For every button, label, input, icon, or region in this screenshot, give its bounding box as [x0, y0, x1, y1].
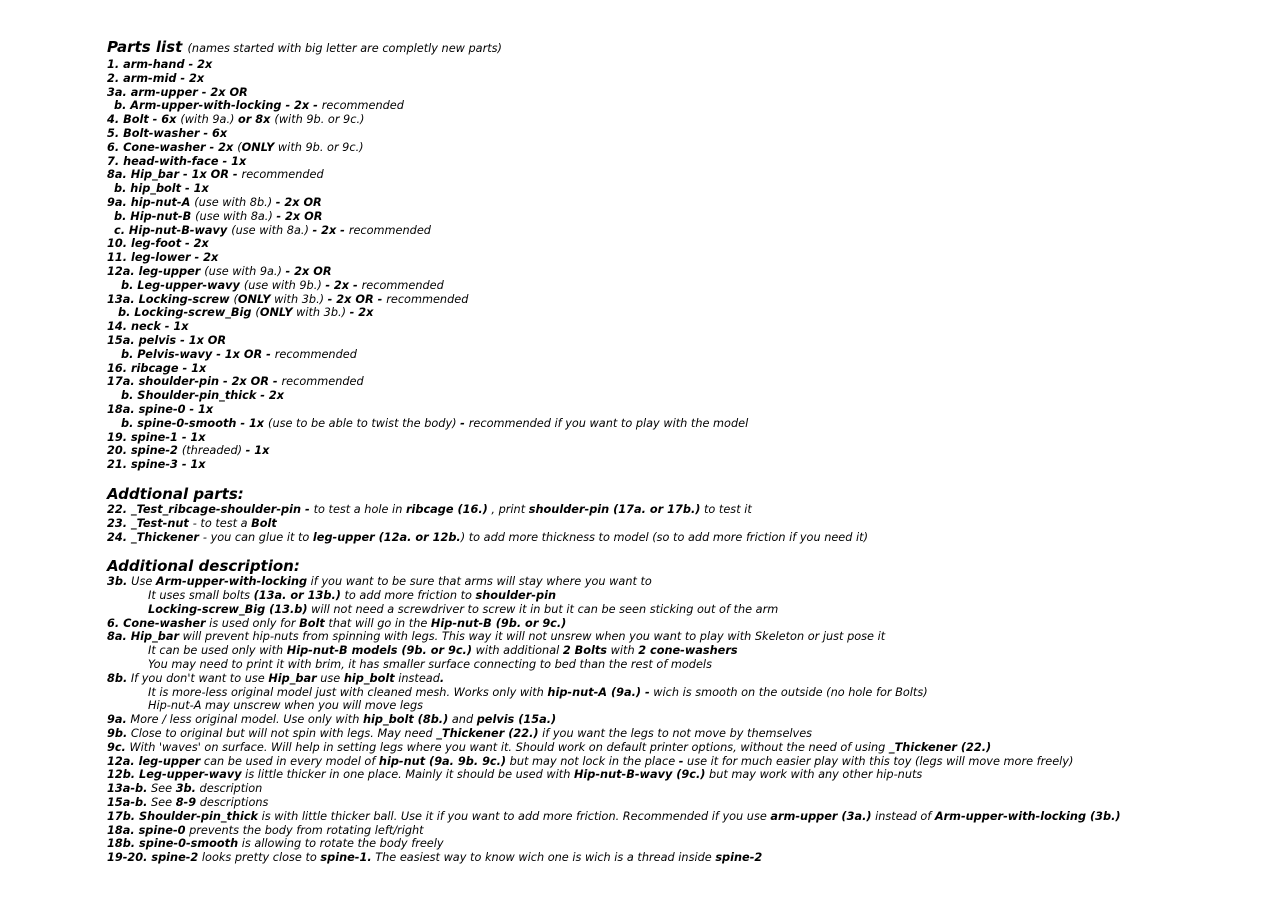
parts-list-item: [107, 210, 1267, 224]
additional-parts-list: [107, 503, 1267, 544]
text: wich is smooth on the outside (no hole for Bolts): [649, 685, 928, 699]
parts-list-item: [107, 348, 1267, 362]
bold-text: shoulder-pin: [475, 589, 556, 603]
text: that will go in the: [324, 616, 431, 630]
bold-text: 7. head-with-face - 1x: [107, 154, 247, 168]
bold-text: c. Hip-nut-B-wavy: [114, 223, 232, 237]
text: (use with 8a.): [195, 209, 277, 223]
bold-text: b. Shoulder-pin_thick - 2x: [121, 389, 285, 403]
bold-text: - 2x OR: [276, 209, 323, 223]
bold-text: hip-nut (9a. 9b. 9c.): [378, 754, 507, 768]
text: (use with 8a.): [231, 223, 313, 237]
text: recommended: [361, 278, 444, 292]
description-line: [107, 824, 1267, 838]
bold-text: 22. _Test_ribcage-shoulder-pin -: [107, 502, 314, 516]
text: with additional: [472, 644, 563, 658]
description-line: [107, 741, 1267, 755]
bold-text: 4. Bolt - 6x: [107, 113, 181, 127]
bold-text: 2 Bolts: [562, 644, 608, 658]
bold-text: .: [439, 671, 445, 685]
description-line: [107, 699, 1267, 713]
additional-description-list: [107, 575, 1267, 865]
bold-text: -: [678, 754, 684, 768]
bold-text: hip-nut-A (9a.) -: [547, 685, 650, 699]
text: is with little thicker ball. Use it if you want to add more friction. Recommended if you use: [258, 809, 771, 823]
text: to test a hole in: [313, 502, 406, 516]
bold-text: 9a. hip-nut-A: [107, 195, 195, 209]
description-line: [107, 672, 1267, 686]
bold-text: 6. Cone-washer - 2x: [107, 140, 238, 154]
text: (use with 9a.): [204, 264, 286, 278]
bold-text: 17b. Shoulder-pin_thick: [107, 809, 259, 823]
description-line: [107, 755, 1267, 769]
text: looks pretty close to: [198, 851, 321, 865]
text: descriptions: [196, 796, 269, 810]
text: but may not lock in the place: [506, 754, 679, 768]
bold-text: 13a. Locking-screw: [107, 292, 234, 306]
bold-text: b. hip_bolt - 1x: [114, 182, 209, 196]
bold-text: pelvis (15a.): [476, 713, 557, 727]
description-line: [107, 686, 1267, 700]
text: recommended: [281, 375, 364, 389]
text: will prevent hip-nuts from spinning with legs. This way it will not unsrew when you want to play with Skeleton or just pose it: [179, 630, 886, 644]
text: It can be used only with: [148, 644, 287, 658]
text: - you can glue it to: [202, 530, 313, 544]
bold-text: 16. ribcage - 1x: [107, 361, 207, 375]
bold-text: Hip_bar: [268, 671, 317, 685]
bold-text: or 8x: [238, 113, 275, 127]
parts-list-item: [107, 334, 1267, 348]
bold-text: 10. leg-foot - 2x: [107, 237, 209, 251]
text: See: [147, 782, 176, 796]
parts-list-item: [107, 224, 1267, 238]
text: if you want the legs to not move by themselves: [538, 727, 813, 741]
text: description: [195, 782, 263, 796]
bold-text: 15a-b.: [107, 796, 148, 810]
text: You may need to print it with brim, it has smaller surface connecting to bed than the rest of models: [148, 658, 712, 672]
parts-list-item: [107, 237, 1267, 251]
additional-description-title: Additional description:: [107, 557, 300, 576]
additional-part-item: [107, 503, 1267, 517]
parts-list-item: [107, 251, 1267, 265]
bold-text: 9a.: [107, 713, 127, 727]
text: See: [147, 796, 176, 810]
bold-text: Bolt: [299, 616, 325, 630]
parts-list-item: [107, 196, 1267, 210]
text: (use with 8b.): [194, 195, 276, 209]
bold-text: 8a. Hip_bar: [107, 630, 180, 644]
bold-text: leg-upper (12a. or 12b.: [312, 530, 461, 544]
description-line: [107, 810, 1267, 824]
bold-text: ONLY: [237, 292, 271, 306]
bold-text: ONLY: [259, 306, 293, 320]
bold-text: Hip-nut-B-wavy (9c.): [573, 768, 706, 782]
bold-text: Bolt: [251, 516, 277, 530]
text: The easiest way to know wich one is wich is a thread inside: [371, 851, 716, 865]
bold-text: Hip-nut-B (9b. or 9c.): [430, 616, 567, 630]
bold-text: arm-upper (3a.): [770, 809, 872, 823]
text: instead of: [871, 809, 935, 823]
text: instead: [394, 671, 440, 685]
bold-text: - 1x: [245, 444, 270, 458]
additional-part-item: [107, 517, 1267, 531]
bold-text: 19. spine-1 - 1x: [107, 430, 206, 444]
parts-list-item: [107, 86, 1267, 100]
description-line: [107, 768, 1267, 782]
bold-text: b. spine-0-smooth - 1x: [121, 416, 269, 430]
text: if you want to be sure that arms will stay where you want to: [307, 575, 652, 589]
parts-list-item: [107, 113, 1267, 127]
text: recommended if you want to play with the model: [468, 416, 749, 430]
bold-text: - 2x -: [325, 278, 362, 292]
bold-text: spine-2: [715, 851, 763, 865]
text: to test it: [700, 502, 752, 516]
description-line: [107, 603, 1267, 617]
text: (: [255, 306, 260, 320]
bold-text: 23. _Test-nut: [107, 516, 193, 530]
bold-text: 12a. leg-upper: [107, 754, 201, 768]
description-line: [107, 727, 1267, 741]
text: It uses small bolts: [148, 589, 254, 603]
bold-text: Hip-nut-B models (9b. or 9c.): [286, 644, 473, 658]
bold-text: 12a. leg-upper: [107, 264, 205, 278]
parts-list-item: [107, 293, 1267, 307]
text: , print: [487, 502, 529, 516]
bold-text: 11. leg-lower - 2x: [107, 251, 219, 265]
bold-text: - 2x OR -: [327, 292, 387, 306]
bold-text: Arm-upper-with-locking: [155, 575, 308, 589]
description-line: [107, 837, 1267, 851]
bold-text: hip_bolt (8b.): [362, 713, 449, 727]
bold-text: - 2x -: [312, 223, 349, 237]
parts-list-item: [107, 72, 1267, 86]
bold-text: spine-1.: [320, 851, 372, 865]
text: (threaded): [181, 444, 246, 458]
parts-list-item: [107, 155, 1267, 169]
text: (: [237, 140, 242, 154]
bold-text: 18a. spine-0: [107, 823, 186, 837]
parts-list-item: [107, 58, 1267, 72]
parts-list-item: [107, 99, 1267, 113]
text: If you don't want to use: [127, 671, 269, 685]
bold-text: 3b.: [175, 782, 196, 796]
text: to add more friction to: [340, 589, 476, 603]
parts-list-item: [107, 306, 1267, 320]
bold-text: b. Arm-upper-with-locking - 2x -: [114, 99, 322, 113]
parts-list-heading: [107, 38, 1267, 58]
bold-text: 1. arm-hand - 2x: [107, 58, 213, 71]
bold-text: hip_bolt: [343, 671, 395, 685]
description-line: [107, 575, 1267, 589]
bold-text: 9b.: [107, 727, 128, 741]
bold-text: b. Pelvis-wavy - 1x OR -: [121, 347, 275, 361]
bold-text: shoulder-pin (17a. or 17b.): [528, 502, 701, 516]
text: (with 9a.): [180, 113, 239, 127]
parts-list-item: [107, 403, 1267, 417]
bold-text: 19-20. spine-2: [107, 851, 199, 865]
bold-text: - 2x OR: [275, 195, 322, 209]
text: Close to original but will not spin with legs. May need: [127, 727, 437, 741]
parts-list-item: [107, 127, 1267, 141]
bold-text: 2 cone-washers: [638, 644, 738, 658]
text: with 3b.): [270, 292, 328, 306]
parts-list-item: [107, 458, 1267, 472]
bold-text: ONLY: [241, 140, 275, 154]
text: can be used in every model of: [200, 754, 379, 768]
text: recommended: [386, 292, 469, 306]
text: prevents the body from rotating left/right: [185, 823, 424, 837]
bold-text: 6. Cone-washer: [107, 616, 206, 630]
bold-text: (13a. or 13b.): [253, 589, 341, 603]
text: is little thicker in one place. Mainly it should be used with: [241, 768, 574, 782]
bold-text: 18a. spine-0 - 1x: [107, 402, 214, 416]
additional-part-item: [107, 531, 1267, 545]
text: with 9b. or 9c.): [274, 140, 364, 154]
bold-text: 18b. spine-0-smooth: [107, 837, 239, 851]
description-line: [107, 589, 1267, 603]
description-line: [107, 617, 1267, 631]
parts-list-item: [107, 265, 1267, 279]
description-line: [107, 630, 1267, 644]
document: [107, 36, 1267, 865]
parts-list-item: [107, 141, 1267, 155]
bold-text: 3a. arm-upper - 2x OR: [107, 85, 248, 99]
bold-text: _Thickener (22.): [888, 740, 992, 754]
bold-text: 3b.: [107, 575, 132, 589]
text: and: [448, 713, 477, 727]
bold-text: 8-9: [175, 796, 197, 810]
text: is allowing to rotate the body freely: [238, 837, 444, 851]
text: recommended: [348, 223, 431, 237]
bold-text: ribcage (16.): [405, 502, 488, 516]
bold-text: 9c.: [107, 740, 126, 754]
parts-list-title: Parts list: [107, 38, 183, 56]
parts-list: [107, 58, 1267, 472]
description-line: [107, 658, 1267, 672]
bold-text: 13a-b.: [107, 782, 148, 796]
parts-list-subtitle: (names started with big letter are completly new parts): [187, 42, 502, 55]
bold-text: - 2x: [349, 306, 374, 320]
text: with 3b.): [292, 306, 350, 320]
parts-list-item: [107, 182, 1267, 196]
text: with: [607, 644, 639, 658]
bold-text: b. Locking-screw_Big: [118, 306, 256, 320]
description-line: [107, 644, 1267, 658]
text: Hip-nut-A may unscrew when you will move legs: [148, 699, 424, 713]
parts-list-item: [107, 389, 1267, 403]
bold-text: 2. arm-mid - 2x: [107, 71, 205, 85]
text: use it for much easier play with this toy (legs will move more freely): [683, 754, 1074, 768]
bold-text: - 2x OR: [285, 264, 332, 278]
additional-parts-title: Addtional parts:: [107, 484, 244, 503]
bold-text: Locking-screw_Big (13.b): [148, 602, 308, 616]
text: recommended: [321, 99, 404, 113]
parts-list-item: [107, 362, 1267, 376]
text: (use with 9b.): [243, 278, 326, 292]
text: ) to add more thickness to model (so to add more friction if you need it): [460, 530, 868, 544]
parts-list-item: [107, 444, 1267, 458]
text: (use to be able to twist the body): [268, 416, 461, 430]
bold-text: 24. _Thickener: [107, 530, 203, 544]
parts-list-item: [107, 431, 1267, 445]
text: (: [233, 292, 238, 306]
text: is used only for: [205, 616, 300, 630]
bold-text: Arm-upper-with-locking (3b.): [934, 809, 1121, 823]
parts-list-item: [107, 168, 1267, 182]
text: - to test a: [192, 516, 252, 530]
text: More / less original model. Use only with: [126, 713, 363, 727]
description-line: [107, 782, 1267, 796]
bold-text: 14. neck - 1x: [107, 320, 189, 334]
bold-text: -: [460, 416, 469, 430]
parts-list-item: [107, 279, 1267, 293]
bold-text: 8b.: [107, 671, 128, 685]
text: It is more-less original model just with cleaned mesh. Works only with: [148, 685, 548, 699]
text: (with 9b. or 9c.): [274, 113, 365, 127]
description-line: [107, 796, 1267, 810]
text: With 'waves' on surface. Will help in setting legs where you want it. Should work on default printer options, without the need of using: [125, 740, 889, 754]
text: but may work with any other hip-nuts: [705, 768, 923, 782]
text: Use: [131, 575, 156, 589]
parts-list-item: [107, 417, 1267, 431]
bold-text: 5. Bolt-washer - 6x: [107, 126, 228, 140]
parts-list-item: [107, 320, 1267, 334]
bold-text: 20. spine-2: [107, 444, 182, 458]
bold-text: _Thickener (22.): [436, 727, 539, 741]
text: will not need a screwdriver to screw it in but it can be seen sticking out of the arm: [307, 602, 779, 616]
text: recommended: [241, 168, 324, 182]
bold-text: 12b. Leg-upper-wavy: [107, 768, 242, 782]
bold-text: 15a. pelvis - 1x OR: [107, 333, 227, 347]
bold-text: b. Hip-nut-B: [114, 209, 196, 223]
parts-list-item: [107, 375, 1267, 389]
bold-text: 21. spine-3 - 1x: [107, 458, 206, 472]
bold-text: b. Leg-upper-wavy: [121, 278, 244, 292]
description-line: [107, 713, 1267, 727]
description-line: [107, 851, 1267, 865]
bold-text: 17a. shoulder-pin - 2x OR -: [107, 375, 282, 389]
bold-text: 8a. Hip_bar - 1x OR -: [107, 168, 242, 182]
text: use: [316, 671, 344, 685]
text: recommended: [274, 347, 357, 361]
